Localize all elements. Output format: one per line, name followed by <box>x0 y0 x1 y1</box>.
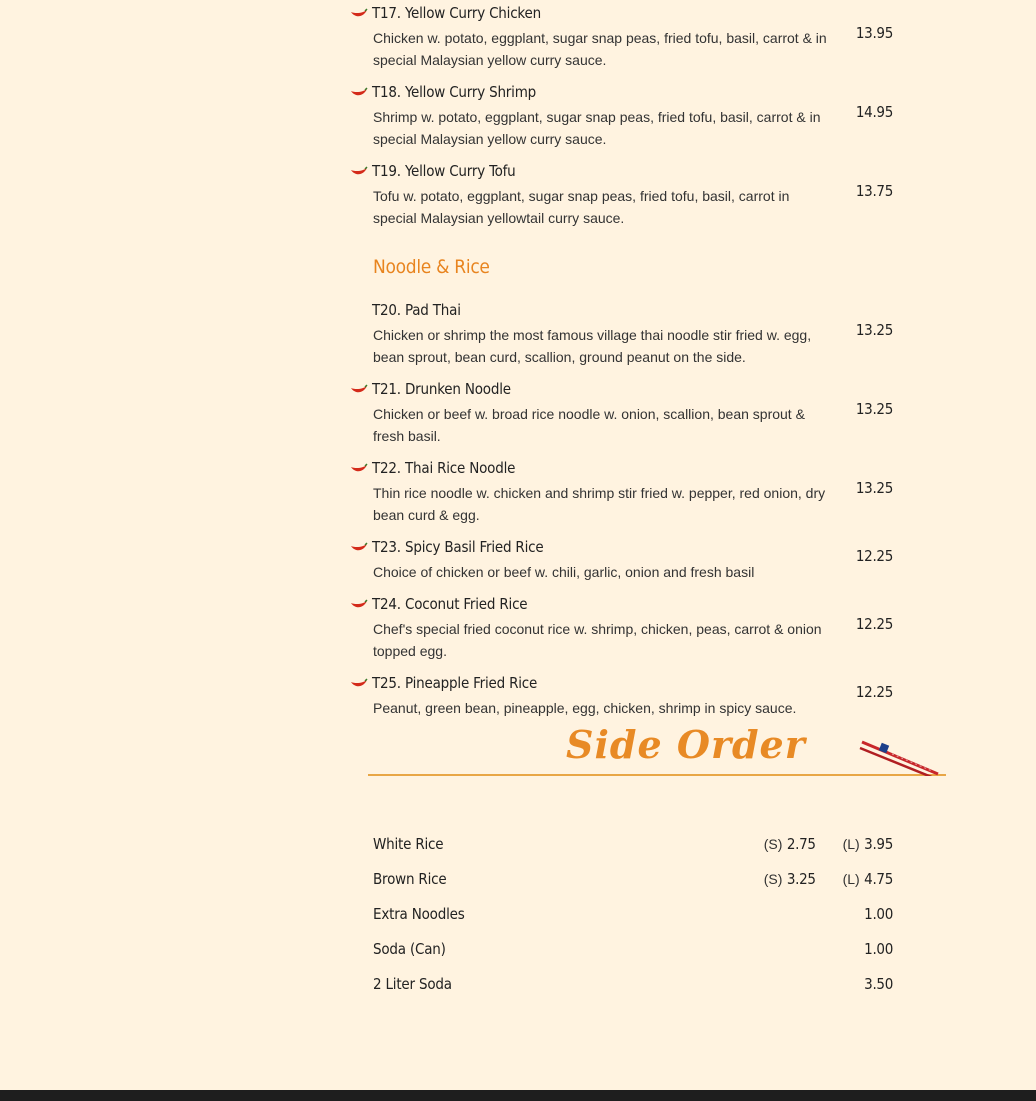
item-title: T21. Drunken Noodle <box>372 380 511 398</box>
chili-pepper-icon <box>350 463 368 475</box>
side-item-name: Extra Noodles <box>373 905 465 923</box>
price-large: 3.95 <box>864 835 893 853</box>
chili-pepper-icon <box>350 384 368 396</box>
side-item-name: 2 Liter Soda <box>373 975 452 993</box>
side-item-prices <box>864 940 893 959</box>
item-title: T20. Pad Thai <box>372 301 461 319</box>
chili-pepper-icon <box>350 87 368 99</box>
size-label-large: (L) <box>842 836 860 852</box>
item-price: 13.25 <box>855 321 893 339</box>
item-description: Choice of chicken or beef w. chili, garlic, onion and fresh basil <box>373 564 755 580</box>
section-heading-noodle-rice: Noodle & Rice <box>373 256 490 278</box>
chili-pepper-icon <box>350 166 368 178</box>
chili-pepper-icon <box>350 678 368 690</box>
item-description: Chicken or beef w. broad rice noodle w. onion, scallion, bean sprout & fresh basil. <box>373 406 805 444</box>
item-description: Chicken or shrimp the most famous village thai noodle stir fried w. egg, bean sprout, bean curd, scallion, ground peanut on the side. <box>373 327 812 365</box>
item-price: 13.25 <box>855 479 893 497</box>
item-price: 12.25 <box>855 547 893 565</box>
footer-bar <box>0 1090 1036 1101</box>
item-title: T24. Coconut Fried Rice <box>372 595 528 613</box>
size-label-small: (S) <box>763 836 783 852</box>
item-title: T25. Pineapple Fried Rice <box>372 674 538 692</box>
side-item <box>373 835 893 857</box>
chili-pepper-icon <box>350 8 368 20</box>
price-large: 4.75 <box>864 870 893 888</box>
side-item-prices <box>864 905 893 924</box>
price-small: 2.75 <box>786 835 816 853</box>
side-item <box>373 870 893 892</box>
item-title: T18. Yellow Curry Shrimp <box>372 83 537 101</box>
item-price: 12.25 <box>855 683 893 701</box>
item-price: 12.25 <box>855 615 893 633</box>
item-title: T22. Thai Rice Noodle <box>372 459 516 477</box>
side-item-prices <box>764 870 893 889</box>
item-description: Chicken w. potato, eggplant, sugar snap peas, fried tofu, basil, carrot & in special Malaysian yellow curry sauce. <box>373 30 827 68</box>
side-item-prices <box>864 975 893 994</box>
side-item-price: 1.00 <box>864 940 893 958</box>
item-title: T17. Yellow Curry Chicken <box>372 4 541 22</box>
side-item-name: Brown Rice <box>373 870 447 888</box>
item-price: 13.75 <box>855 182 893 200</box>
size-label-large: (L) <box>842 871 860 887</box>
price-small: 3.25 <box>786 870 816 888</box>
size-label-small: (S) <box>763 871 783 887</box>
item-title: T23. Spicy Basil Fried Rice <box>372 538 544 556</box>
item-description: Chef's special fried coconut rice w. shrimp, chicken, peas, carrot & onion topped egg. <box>373 621 822 659</box>
side-item-name: Soda (Can) <box>373 940 446 958</box>
chili-pepper-icon <box>350 599 368 611</box>
item-description: Peanut, green bean, pineapple, egg, chicken, shrimp in spicy sauce. <box>373 700 797 716</box>
side-item <box>373 905 893 927</box>
item-price: 14.95 <box>855 103 893 121</box>
chopsticks-icon <box>858 734 948 776</box>
side-order-banner <box>368 722 948 782</box>
item-description: Thin rice noodle w. chicken and shrimp stir fried w. pepper, red onion, dry bean curd & egg. <box>373 485 826 523</box>
item-title: T19. Yellow Curry Tofu <box>372 162 516 180</box>
item-price: 13.25 <box>855 400 893 418</box>
side-item-price: 3.50 <box>864 975 893 993</box>
item-description: Tofu w. potato, eggplant, sugar snap peas, fried tofu, basil, carrot in special Malaysian yellowtail curry sauce. <box>373 188 790 226</box>
side-order-title: Side Order <box>566 722 806 767</box>
side-item-name: White Rice <box>373 835 444 853</box>
side-item-prices <box>764 835 893 854</box>
item-price: 13.95 <box>855 24 893 42</box>
item-description: Shrimp w. potato, eggplant, sugar snap peas, fried tofu, basil, carrot & in special Malaysian yellow curry sauce. <box>373 109 821 147</box>
side-item-price: 1.00 <box>864 905 893 923</box>
side-item <box>373 975 893 997</box>
chili-pepper-icon <box>350 542 368 554</box>
side-item <box>373 940 893 962</box>
